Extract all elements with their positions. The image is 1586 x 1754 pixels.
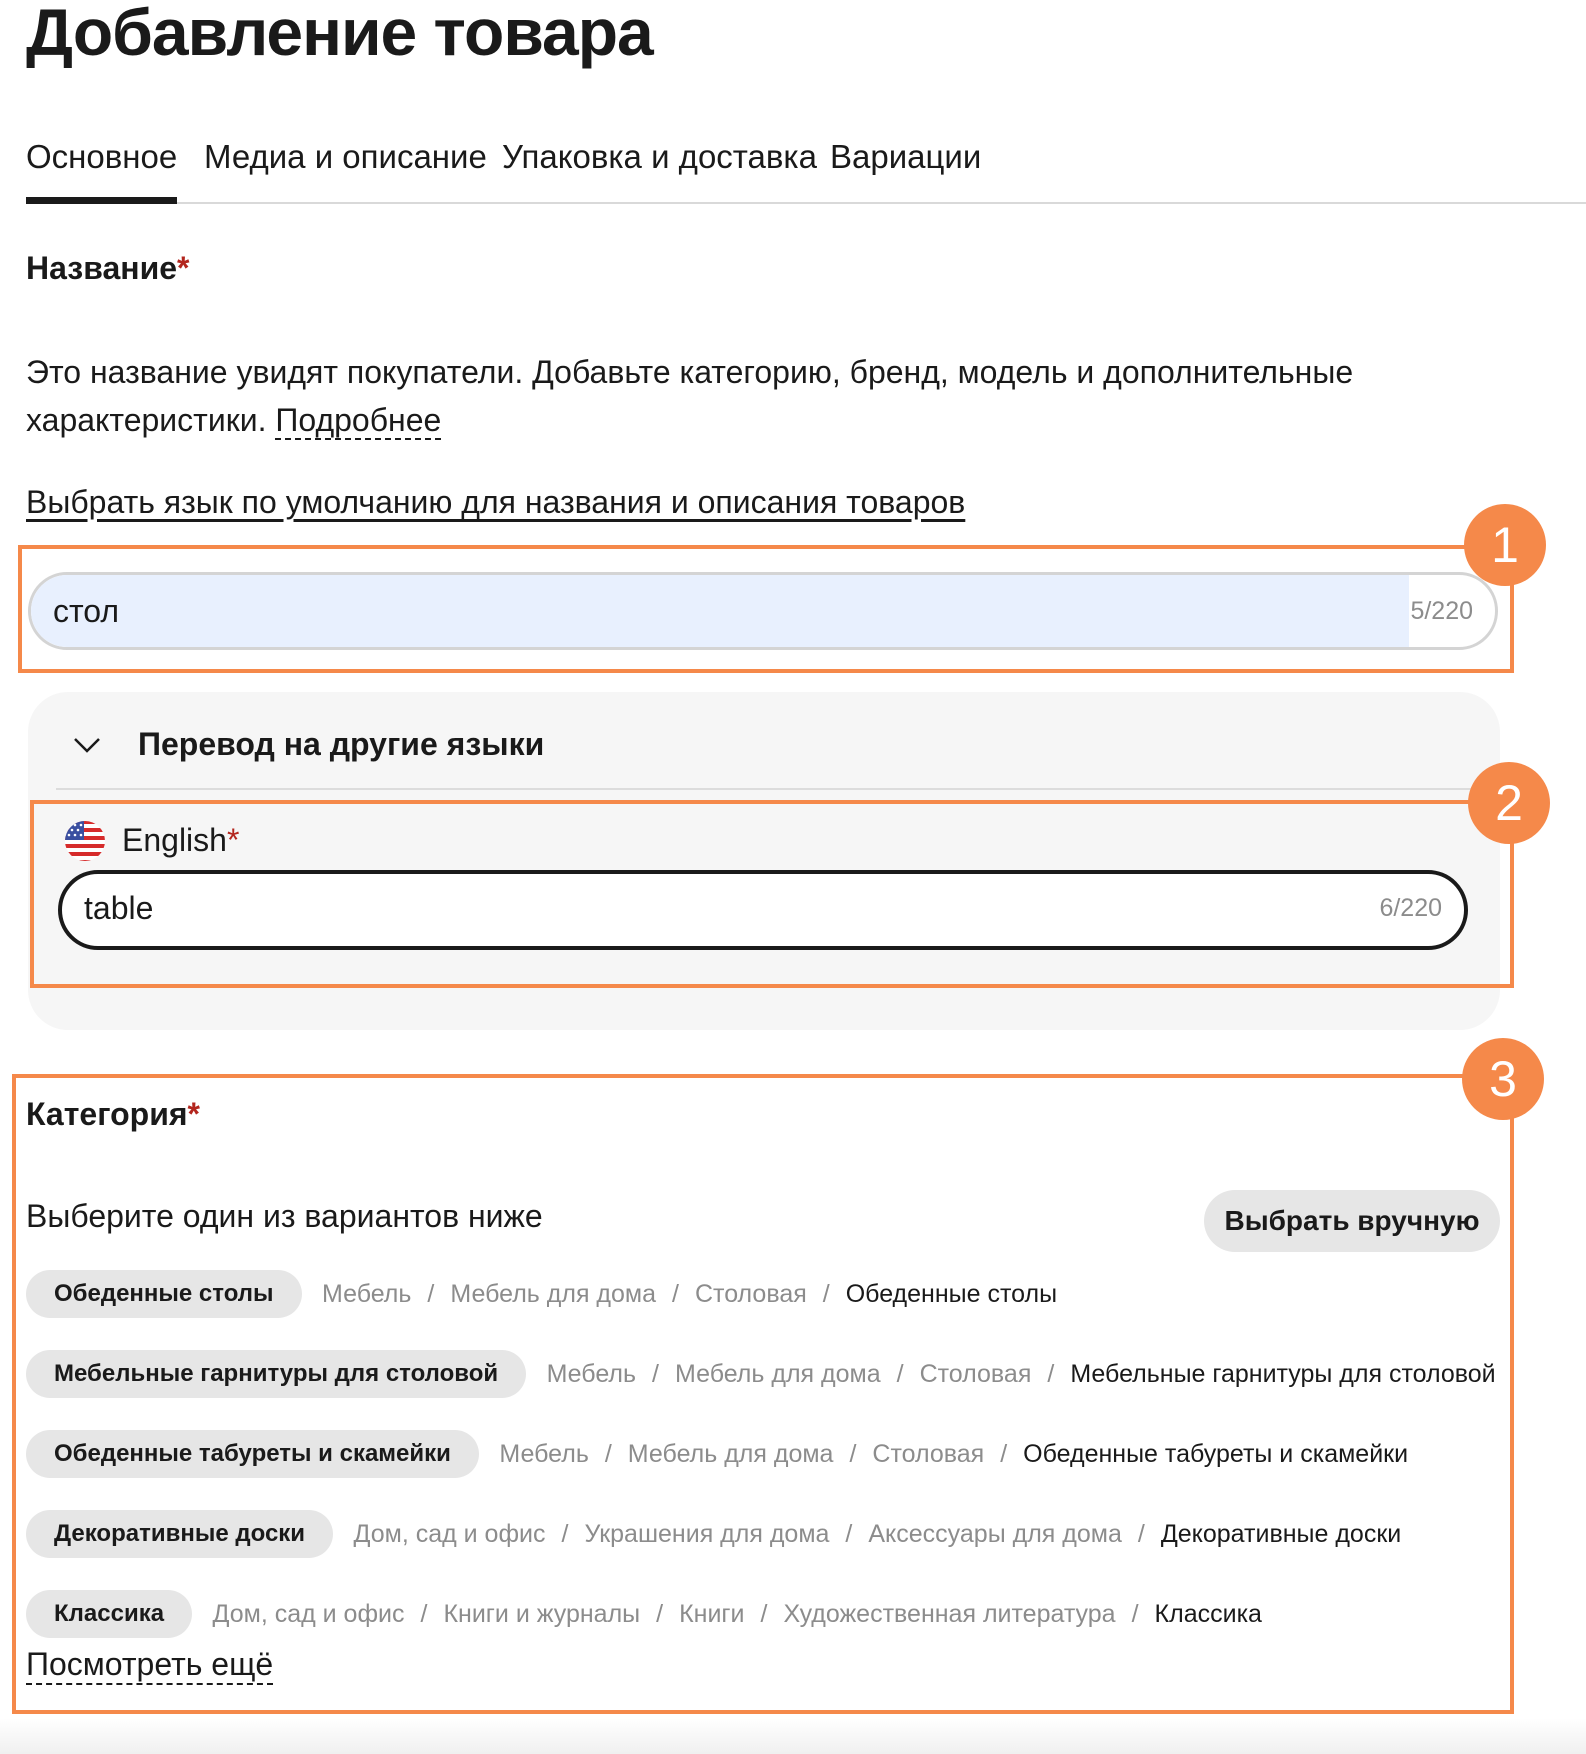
annotation-badge-1: 1 — [1464, 504, 1546, 586]
name-input[interactable] — [28, 572, 1498, 650]
name-label: Название* — [26, 250, 190, 286]
name-hint: Это название увидят покупатели. Добавьте категорию, бренд, модель и дополнительные характеристики. Подробнее — [26, 354, 1354, 438]
category-suggestion — [26, 1270, 1057, 1318]
annotation-badge-3: 3 — [1462, 1038, 1544, 1120]
category-path: Дом, сад и офис / Книги и журналы / Книги / Художественная литература / Классика — [212, 1600, 1262, 1628]
category-subtitle: Выберите один из вариантов ниже — [26, 1198, 543, 1234]
category-chip[interactable]: Декоративные доски — [26, 1510, 333, 1558]
category-label: Категория* — [26, 1096, 200, 1132]
category-chip[interactable]: Классика — [26, 1590, 192, 1638]
translation-header[interactable] — [56, 718, 1488, 790]
category-path: Мебель / Мебель для дома / Столовая / Обеденные табуреты и скамейки — [499, 1440, 1409, 1468]
tab-basic[interactable]: Основное — [26, 128, 177, 202]
name-input-value: стол — [53, 593, 120, 629]
annotation-badge-2: 2 — [1468, 762, 1550, 844]
category-chip[interactable]: Обеденные столы — [26, 1270, 302, 1318]
tab-packaging-delivery[interactable]: Упаковка и доставка — [502, 138, 817, 175]
tab-media-description[interactable]: Медиа и описание — [204, 138, 487, 175]
category-suggestion — [26, 1590, 1262, 1638]
category-path: Дом, сад и офис / Украшения для дома / Аксессуары для дома / Декоративные доски — [353, 1520, 1402, 1548]
more-link[interactable]: Подробнее — [275, 402, 442, 438]
category-chip[interactable]: Мебельные гарнитуры для столовой — [26, 1350, 526, 1398]
select-manually-button[interactable]: Выбрать вручную — [1204, 1190, 1500, 1252]
english-char-counter: 6/220 — [1379, 894, 1442, 922]
tab-bar — [26, 128, 1586, 204]
default-language-link[interactable]: Выбрать язык по умолчанию для названия и описания товаров — [26, 484, 966, 520]
chevron-down-icon[interactable] — [72, 730, 102, 760]
category-suggestion — [26, 1350, 1496, 1398]
category-suggestion — [26, 1430, 1408, 1478]
page-title: Добавление товара — [26, 0, 653, 69]
us-flag-icon — [64, 820, 106, 862]
category-path: Мебель / Мебель для дома / Столовая / Мебельные гарнитуры для столовой — [546, 1360, 1496, 1388]
category-path: Мебель / Мебель для дома / Столовая / Обеденные столы — [321, 1280, 1058, 1308]
category-suggestion — [26, 1510, 1401, 1558]
translation-title: Перевод на другие языки — [138, 726, 545, 762]
english-name-input[interactable] — [58, 870, 1468, 950]
autofill-highlight — [31, 575, 1409, 647]
english-input-value: table — [84, 890, 154, 926]
name-char-counter: 5/220 — [1410, 597, 1473, 625]
required-mark: * — [177, 250, 190, 286]
language-name: English* — [122, 822, 240, 858]
category-chip[interactable]: Обеденные табуреты и скамейки — [26, 1430, 479, 1478]
tab-variations[interactable]: Вариации — [830, 138, 982, 175]
see-more-link[interactable]: Посмотреть ещё — [26, 1646, 273, 1685]
bottom-fade — [0, 1718, 1586, 1754]
